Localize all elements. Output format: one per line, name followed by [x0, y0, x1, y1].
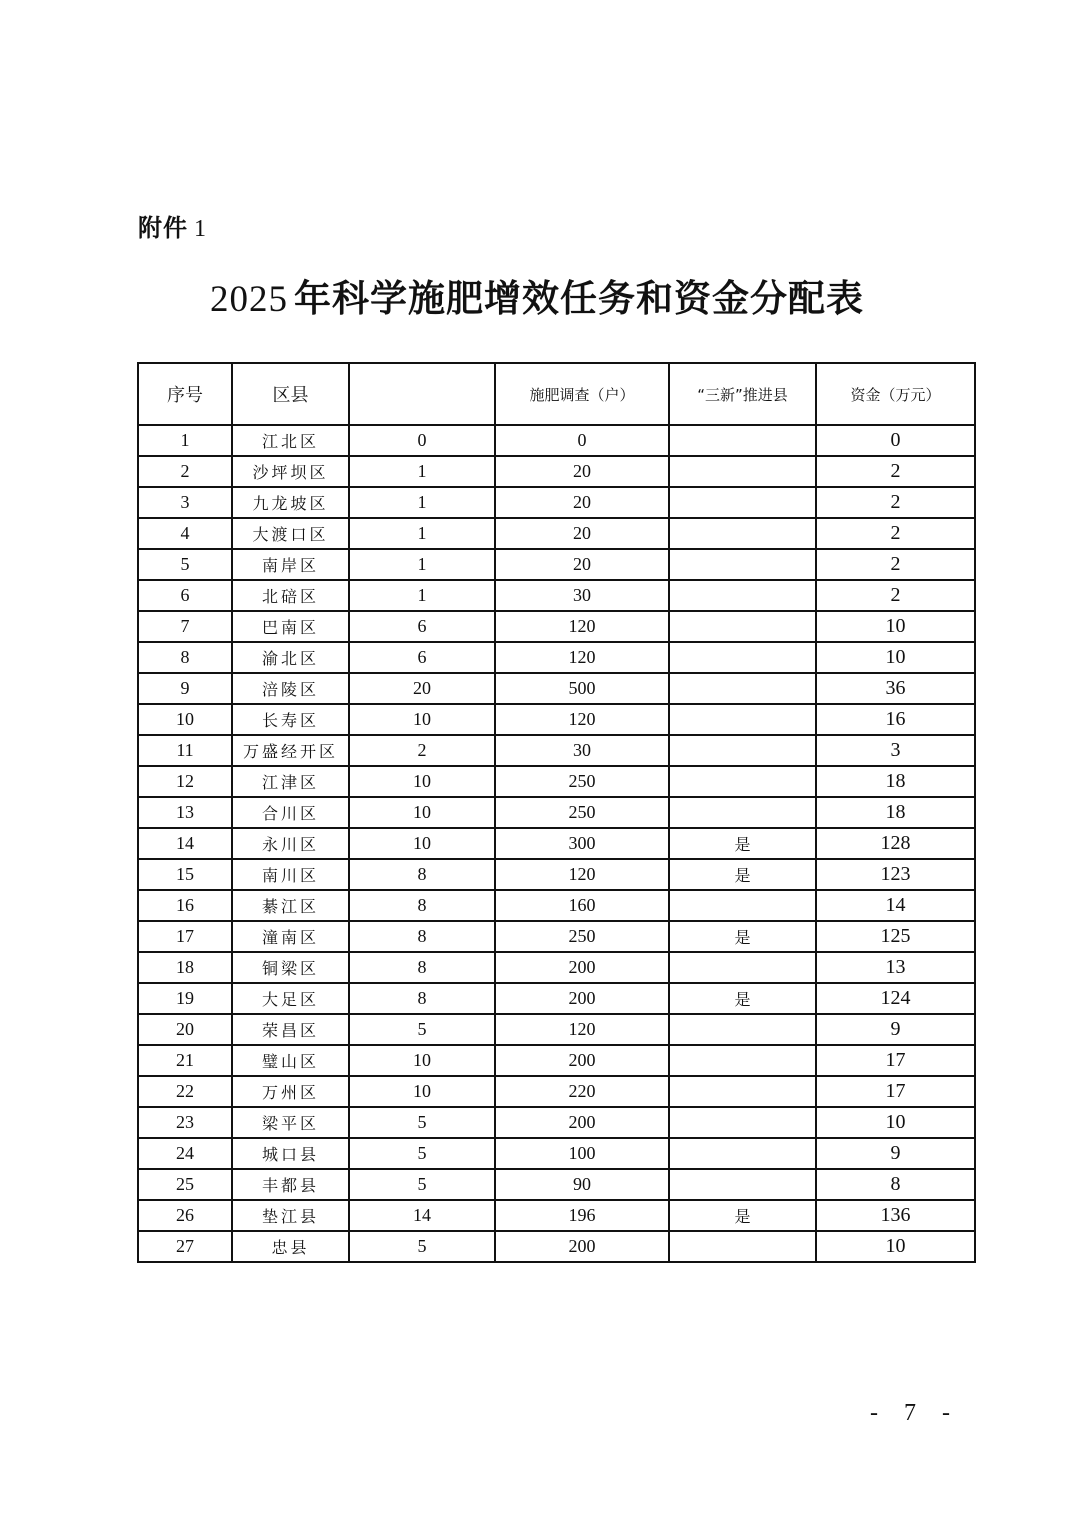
cell-sanxin [669, 797, 816, 828]
cell-col3: 8 [349, 983, 495, 1014]
cell-district: 九龙坡区 [232, 487, 349, 518]
cell-district: 长寿区 [232, 704, 349, 735]
cell-district: 涪陵区 [232, 673, 349, 704]
cell-survey: 250 [495, 797, 669, 828]
cell-sanxin [669, 518, 816, 549]
cell-survey: 20 [495, 487, 669, 518]
cell-index: 5 [138, 549, 232, 580]
cell-survey: 160 [495, 890, 669, 921]
cell-sanxin [669, 1107, 816, 1138]
cell-col3: 10 [349, 1076, 495, 1107]
cell-district: 沙坪坝区 [232, 456, 349, 487]
cell-district: 铜梁区 [232, 952, 349, 983]
table-row [138, 797, 975, 828]
cell-funds: 17 [816, 1045, 975, 1076]
cell-district: 垫江县 [232, 1200, 349, 1231]
table-row [138, 611, 975, 642]
cell-funds: 8 [816, 1169, 975, 1200]
cell-sanxin [669, 1169, 816, 1200]
table-row [138, 1076, 975, 1107]
cell-funds: 2 [816, 456, 975, 487]
cell-index: 20 [138, 1014, 232, 1045]
cell-funds: 16 [816, 704, 975, 735]
cell-survey: 200 [495, 1107, 669, 1138]
cell-index: 7 [138, 611, 232, 642]
header-index: 序号 [138, 363, 232, 425]
cell-col3: 14 [349, 1200, 495, 1231]
cell-survey: 0 [495, 425, 669, 456]
cell-funds: 0 [816, 425, 975, 456]
cell-sanxin [669, 487, 816, 518]
cell-index: 1 [138, 425, 232, 456]
cell-sanxin [669, 735, 816, 766]
cell-survey: 200 [495, 1045, 669, 1076]
cell-district: 江津区 [232, 766, 349, 797]
cell-survey: 250 [495, 921, 669, 952]
cell-survey: 120 [495, 611, 669, 642]
cell-funds: 125 [816, 921, 975, 952]
cell-district: 江北区 [232, 425, 349, 456]
cell-district: 潼南区 [232, 921, 349, 952]
cell-index: 21 [138, 1045, 232, 1076]
table-header-row [138, 363, 975, 425]
header-blank [349, 363, 495, 425]
cell-sanxin [669, 1231, 816, 1262]
cell-sanxin: 是 [669, 828, 816, 859]
cell-funds: 2 [816, 487, 975, 518]
cell-district: 巴南区 [232, 611, 349, 642]
cell-col3: 10 [349, 828, 495, 859]
cell-district: 丰都县 [232, 1169, 349, 1200]
table-row [138, 456, 975, 487]
cell-col3: 10 [349, 766, 495, 797]
cell-index: 6 [138, 580, 232, 611]
cell-survey: 200 [495, 1231, 669, 1262]
cell-district: 合川区 [232, 797, 349, 828]
cell-index: 26 [138, 1200, 232, 1231]
cell-index: 10 [138, 704, 232, 735]
header-district: 区县 [232, 363, 349, 425]
cell-col3: 10 [349, 704, 495, 735]
cell-district: 南川区 [232, 859, 349, 890]
cell-funds: 9 [816, 1014, 975, 1045]
cell-index: 14 [138, 828, 232, 859]
cell-col3: 1 [349, 549, 495, 580]
cell-survey: 200 [495, 952, 669, 983]
table-row [138, 487, 975, 518]
cell-sanxin: 是 [669, 983, 816, 1014]
cell-sanxin [669, 1014, 816, 1045]
cell-funds: 136 [816, 1200, 975, 1231]
cell-funds: 9 [816, 1138, 975, 1169]
cell-survey: 200 [495, 983, 669, 1014]
page-number: - 7 - [870, 1400, 960, 1426]
table-row [138, 983, 975, 1014]
cell-sanxin [669, 952, 816, 983]
cell-funds: 10 [816, 611, 975, 642]
table-row [138, 642, 975, 673]
cell-col3: 10 [349, 1045, 495, 1076]
cell-sanxin [669, 704, 816, 735]
cell-sanxin [669, 1076, 816, 1107]
table-row [138, 1169, 975, 1200]
cell-funds: 123 [816, 859, 975, 890]
cell-index: 22 [138, 1076, 232, 1107]
cell-funds: 13 [816, 952, 975, 983]
cell-index: 23 [138, 1107, 232, 1138]
cell-col3: 0 [349, 425, 495, 456]
cell-funds: 3 [816, 735, 975, 766]
cell-sanxin [669, 890, 816, 921]
cell-index: 9 [138, 673, 232, 704]
cell-col3: 5 [349, 1231, 495, 1262]
cell-district: 梁平区 [232, 1107, 349, 1138]
cell-funds: 10 [816, 642, 975, 673]
cell-sanxin: 是 [669, 921, 816, 952]
cell-index: 2 [138, 456, 232, 487]
cell-index: 12 [138, 766, 232, 797]
cell-col3: 8 [349, 859, 495, 890]
title-year: 2025 [210, 279, 288, 320]
cell-funds: 36 [816, 673, 975, 704]
cell-survey: 20 [495, 518, 669, 549]
table-row [138, 1138, 975, 1169]
cell-district: 大足区 [232, 983, 349, 1014]
cell-survey: 120 [495, 642, 669, 673]
cell-district: 綦江区 [232, 890, 349, 921]
cell-sanxin [669, 580, 816, 611]
cell-col3: 5 [349, 1107, 495, 1138]
cell-col3: 5 [349, 1138, 495, 1169]
cell-survey: 120 [495, 1014, 669, 1045]
table-row [138, 673, 975, 704]
cell-district: 万州区 [232, 1076, 349, 1107]
table-row [138, 766, 975, 797]
cell-index: 25 [138, 1169, 232, 1200]
cell-survey: 30 [495, 580, 669, 611]
cell-sanxin [669, 425, 816, 456]
table-row [138, 859, 975, 890]
table-row [138, 828, 975, 859]
cell-index: 16 [138, 890, 232, 921]
cell-sanxin [669, 549, 816, 580]
cell-col3: 5 [349, 1014, 495, 1045]
cell-district: 万盛经开区 [232, 735, 349, 766]
attachment-label [138, 208, 207, 243]
attachment-number: 1 [194, 216, 207, 242]
cell-sanxin [669, 611, 816, 642]
table-row [138, 518, 975, 549]
cell-col3: 10 [349, 797, 495, 828]
cell-index: 27 [138, 1231, 232, 1262]
table-row [138, 735, 975, 766]
cell-funds: 18 [816, 766, 975, 797]
cell-survey: 90 [495, 1169, 669, 1200]
cell-funds: 18 [816, 797, 975, 828]
cell-sanxin [669, 673, 816, 704]
cell-col3: 8 [349, 890, 495, 921]
cell-survey: 300 [495, 828, 669, 859]
cell-index: 4 [138, 518, 232, 549]
cell-survey: 120 [495, 859, 669, 890]
table-row [138, 425, 975, 456]
cell-funds: 2 [816, 549, 975, 580]
cell-col3: 6 [349, 611, 495, 642]
cell-col3: 20 [349, 673, 495, 704]
cell-sanxin: 是 [669, 859, 816, 890]
table-row [138, 952, 975, 983]
cell-col3: 8 [349, 952, 495, 983]
cell-district: 忠县 [232, 1231, 349, 1262]
cell-col3: 1 [349, 518, 495, 549]
table-row [138, 549, 975, 580]
cell-col3: 6 [349, 642, 495, 673]
table-row [138, 1231, 975, 1262]
cell-index: 8 [138, 642, 232, 673]
table-row [138, 1014, 975, 1045]
header-funds: 资金（万元） [816, 363, 975, 425]
cell-district: 璧山区 [232, 1045, 349, 1076]
allocation-table [137, 362, 976, 1263]
cell-funds: 10 [816, 1231, 975, 1262]
cell-index: 24 [138, 1138, 232, 1169]
cell-index: 18 [138, 952, 232, 983]
cell-funds: 17 [816, 1076, 975, 1107]
table-row [138, 1045, 975, 1076]
cell-col3: 8 [349, 921, 495, 952]
cell-district: 北碚区 [232, 580, 349, 611]
cell-col3: 5 [349, 1169, 495, 1200]
cell-sanxin [669, 1045, 816, 1076]
cell-survey: 500 [495, 673, 669, 704]
table-row [138, 1200, 975, 1231]
cell-funds: 14 [816, 890, 975, 921]
cell-survey: 196 [495, 1200, 669, 1231]
cell-sanxin: 是 [669, 1200, 816, 1231]
cell-funds: 128 [816, 828, 975, 859]
table-body [138, 425, 975, 1262]
cell-index: 19 [138, 983, 232, 1014]
cell-survey: 120 [495, 704, 669, 735]
table-row [138, 580, 975, 611]
cell-survey: 20 [495, 549, 669, 580]
table-row [138, 1107, 975, 1138]
cell-col3: 1 [349, 456, 495, 487]
cell-survey: 100 [495, 1138, 669, 1169]
cell-survey: 30 [495, 735, 669, 766]
cell-index: 3 [138, 487, 232, 518]
cell-district: 南岸区 [232, 549, 349, 580]
cell-survey: 20 [495, 456, 669, 487]
cell-sanxin [669, 766, 816, 797]
table-row [138, 704, 975, 735]
cell-index: 15 [138, 859, 232, 890]
table-row [138, 921, 975, 952]
cell-district: 大渡口区 [232, 518, 349, 549]
cell-col3: 1 [349, 487, 495, 518]
cell-district: 永川区 [232, 828, 349, 859]
title-text: 年科学施肥增效任务和资金分配表 [294, 277, 864, 320]
cell-funds: 2 [816, 518, 975, 549]
cell-district: 荣昌区 [232, 1014, 349, 1045]
cell-funds: 2 [816, 580, 975, 611]
cell-district: 城口县 [232, 1138, 349, 1169]
header-sanxin: “三新”推进县 [669, 363, 816, 425]
cell-funds: 10 [816, 1107, 975, 1138]
page-title [0, 268, 1074, 322]
cell-district: 渝北区 [232, 642, 349, 673]
cell-index: 17 [138, 921, 232, 952]
cell-funds: 124 [816, 983, 975, 1014]
attachment-text: 附件 [138, 214, 188, 242]
cell-index: 13 [138, 797, 232, 828]
cell-col3: 2 [349, 735, 495, 766]
table-row [138, 890, 975, 921]
cell-sanxin [669, 456, 816, 487]
header-survey: 施肥调查（户） [495, 363, 669, 425]
cell-col3: 1 [349, 580, 495, 611]
cell-sanxin [669, 1138, 816, 1169]
cell-survey: 250 [495, 766, 669, 797]
cell-survey: 220 [495, 1076, 669, 1107]
cell-index: 11 [138, 735, 232, 766]
cell-sanxin [669, 642, 816, 673]
